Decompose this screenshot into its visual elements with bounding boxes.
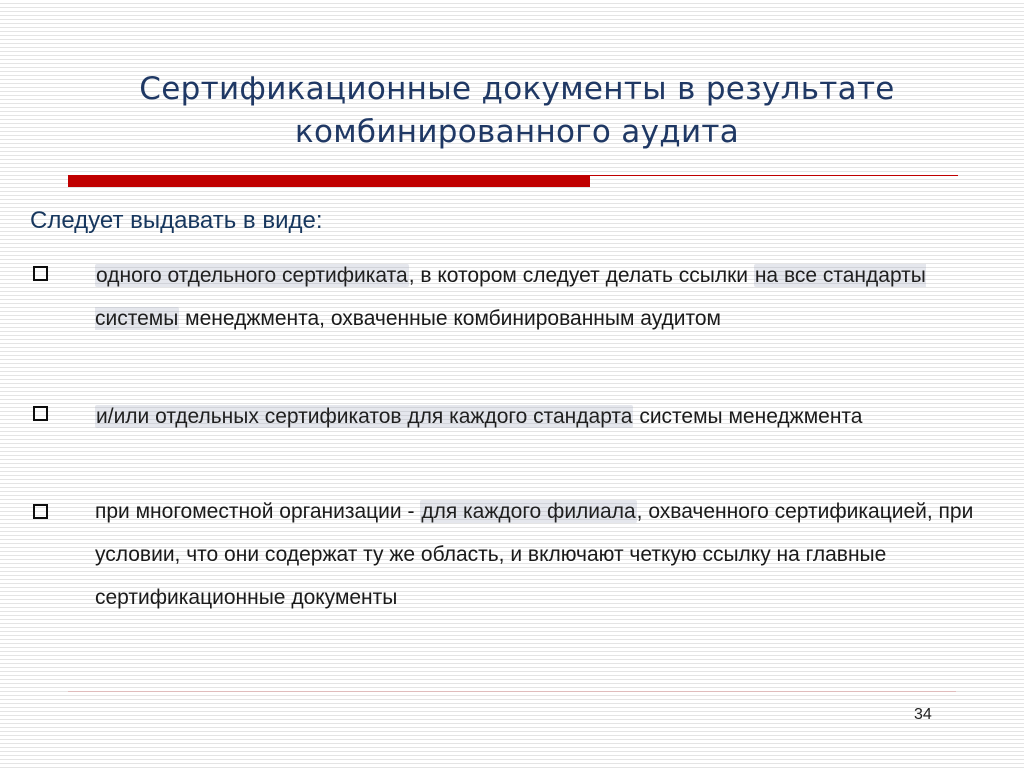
hollow-square-icon: [33, 406, 48, 421]
plain-text: менеджмента, охваченные комбинированным аудитом: [179, 307, 721, 330]
title-line-2: комбинированного аудита: [294, 114, 740, 150]
emphasis-text: одного отдельного сертификата: [96, 264, 408, 287]
list-item-text: [95, 395, 995, 438]
title-underline-rule: [590, 175, 958, 176]
plain-text: при многоместной организации -: [95, 500, 421, 523]
emphasis-text: для каждого филиала: [421, 500, 636, 523]
slide-title: [0, 68, 1024, 154]
plain-text: , в котором следует делать ссылки: [408, 264, 754, 287]
title-accent-bar: [68, 175, 590, 187]
plain-text: системы менеджмента: [633, 405, 863, 428]
list-item-text: [95, 490, 995, 619]
hollow-square-icon: [33, 504, 48, 519]
footer-rule: [68, 691, 956, 692]
hollow-square-icon: [33, 266, 48, 281]
intro-text: Следует выдавать в виде:: [30, 207, 323, 234]
page-number: 34: [914, 706, 932, 723]
emphasis-text: и/или отдельных сертификатов для каждого стандарта: [96, 405, 633, 428]
plain-text: , охваченного сертификацией, при условии, что они содержат ту же область, и включают четкую ссылку на главные сертификационные документы: [95, 500, 974, 609]
emphasis-text: на все стандарты системы: [95, 264, 926, 330]
list-item-text: [95, 254, 995, 340]
title-line-1: Сертификационные документы в результате: [139, 71, 895, 107]
